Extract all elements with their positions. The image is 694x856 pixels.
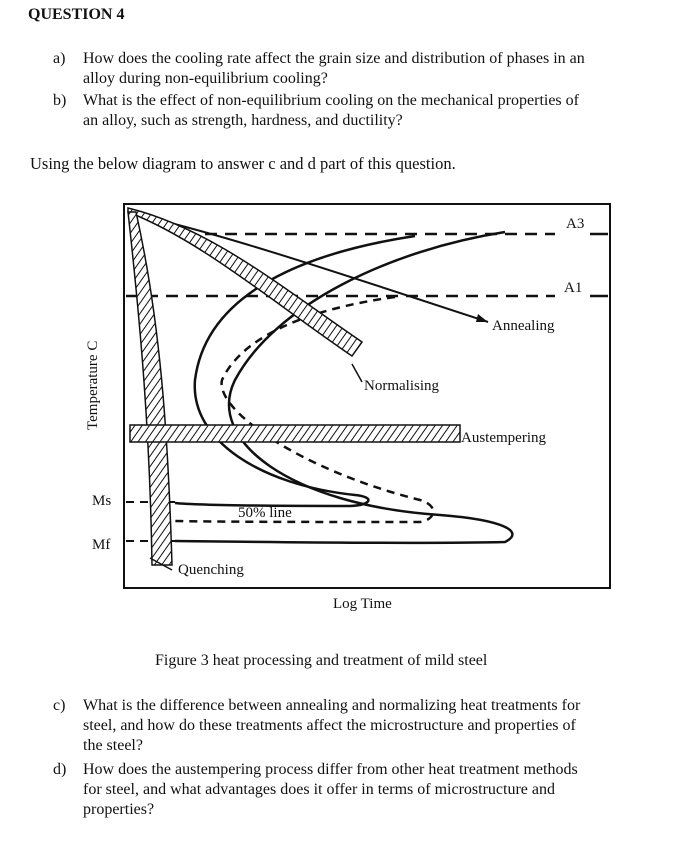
mf-label: Mf <box>92 537 111 553</box>
annealing-arrow <box>476 314 488 322</box>
fifty-line-label: 50% line <box>238 505 292 521</box>
a3-label: A3 <box>566 216 585 232</box>
question-d <box>53 760 673 820</box>
a1-label: A1 <box>564 280 583 296</box>
normalising-band <box>128 208 362 356</box>
question-heading: QUESTION 4 <box>28 6 125 23</box>
diagram-frame <box>124 204 610 588</box>
question-c-line-3: the steel? <box>83 737 143 754</box>
question-d-label: d) <box>53 761 67 778</box>
austempering-band <box>130 425 460 442</box>
question-d-line-2: for steel, and what advantages does it offer in terms of microstructure and <box>83 781 555 798</box>
y-axis-label: Temperature C <box>85 340 101 430</box>
question-d-line-1: How does the austempering process differ from other heat treatment methods <box>83 761 578 778</box>
quenching-label: Quenching <box>178 562 244 578</box>
question-b-line-2: an alloy, such as strength, hardness, and ductility? <box>83 112 403 129</box>
ttt-start-curve <box>175 236 415 506</box>
question-a-label: a) <box>53 50 66 67</box>
normalising-leader <box>352 364 362 382</box>
question-c-line-2: steel, and how do these treatments affect the microstructure and properties of <box>83 717 576 734</box>
question-b-label: b) <box>53 92 67 109</box>
annealing-label: Annealing <box>492 318 555 334</box>
question-c-label: c) <box>53 697 66 714</box>
x-axis-label: Log Time <box>333 596 392 612</box>
diagram-intro: Using the below diagram to answer c and d part of this question. <box>30 154 456 173</box>
question-c-line-1: What is the difference between annealing and normalizing heat treatments for <box>83 697 581 714</box>
question-a-line-1: How does the cooling rate affect the grain size and distribution of phases in an <box>83 50 585 67</box>
normalising-label: Normalising <box>364 378 439 394</box>
question-a-line-2: alloy during non-equilibrium cooling? <box>83 70 328 87</box>
quenching-band <box>128 212 172 565</box>
figure-caption: Figure 3 heat processing and treatment of mild steel <box>155 652 488 669</box>
question-d-line-3: properties? <box>83 801 155 818</box>
ttt-finish-curve <box>175 232 512 543</box>
question-c <box>53 696 673 756</box>
question-b-line-1: What is the effect of non-equilibrium cooling on the mechanical properties of <box>83 92 579 109</box>
ms-label: Ms <box>92 493 112 509</box>
austempering-label: Austempering <box>461 430 546 446</box>
